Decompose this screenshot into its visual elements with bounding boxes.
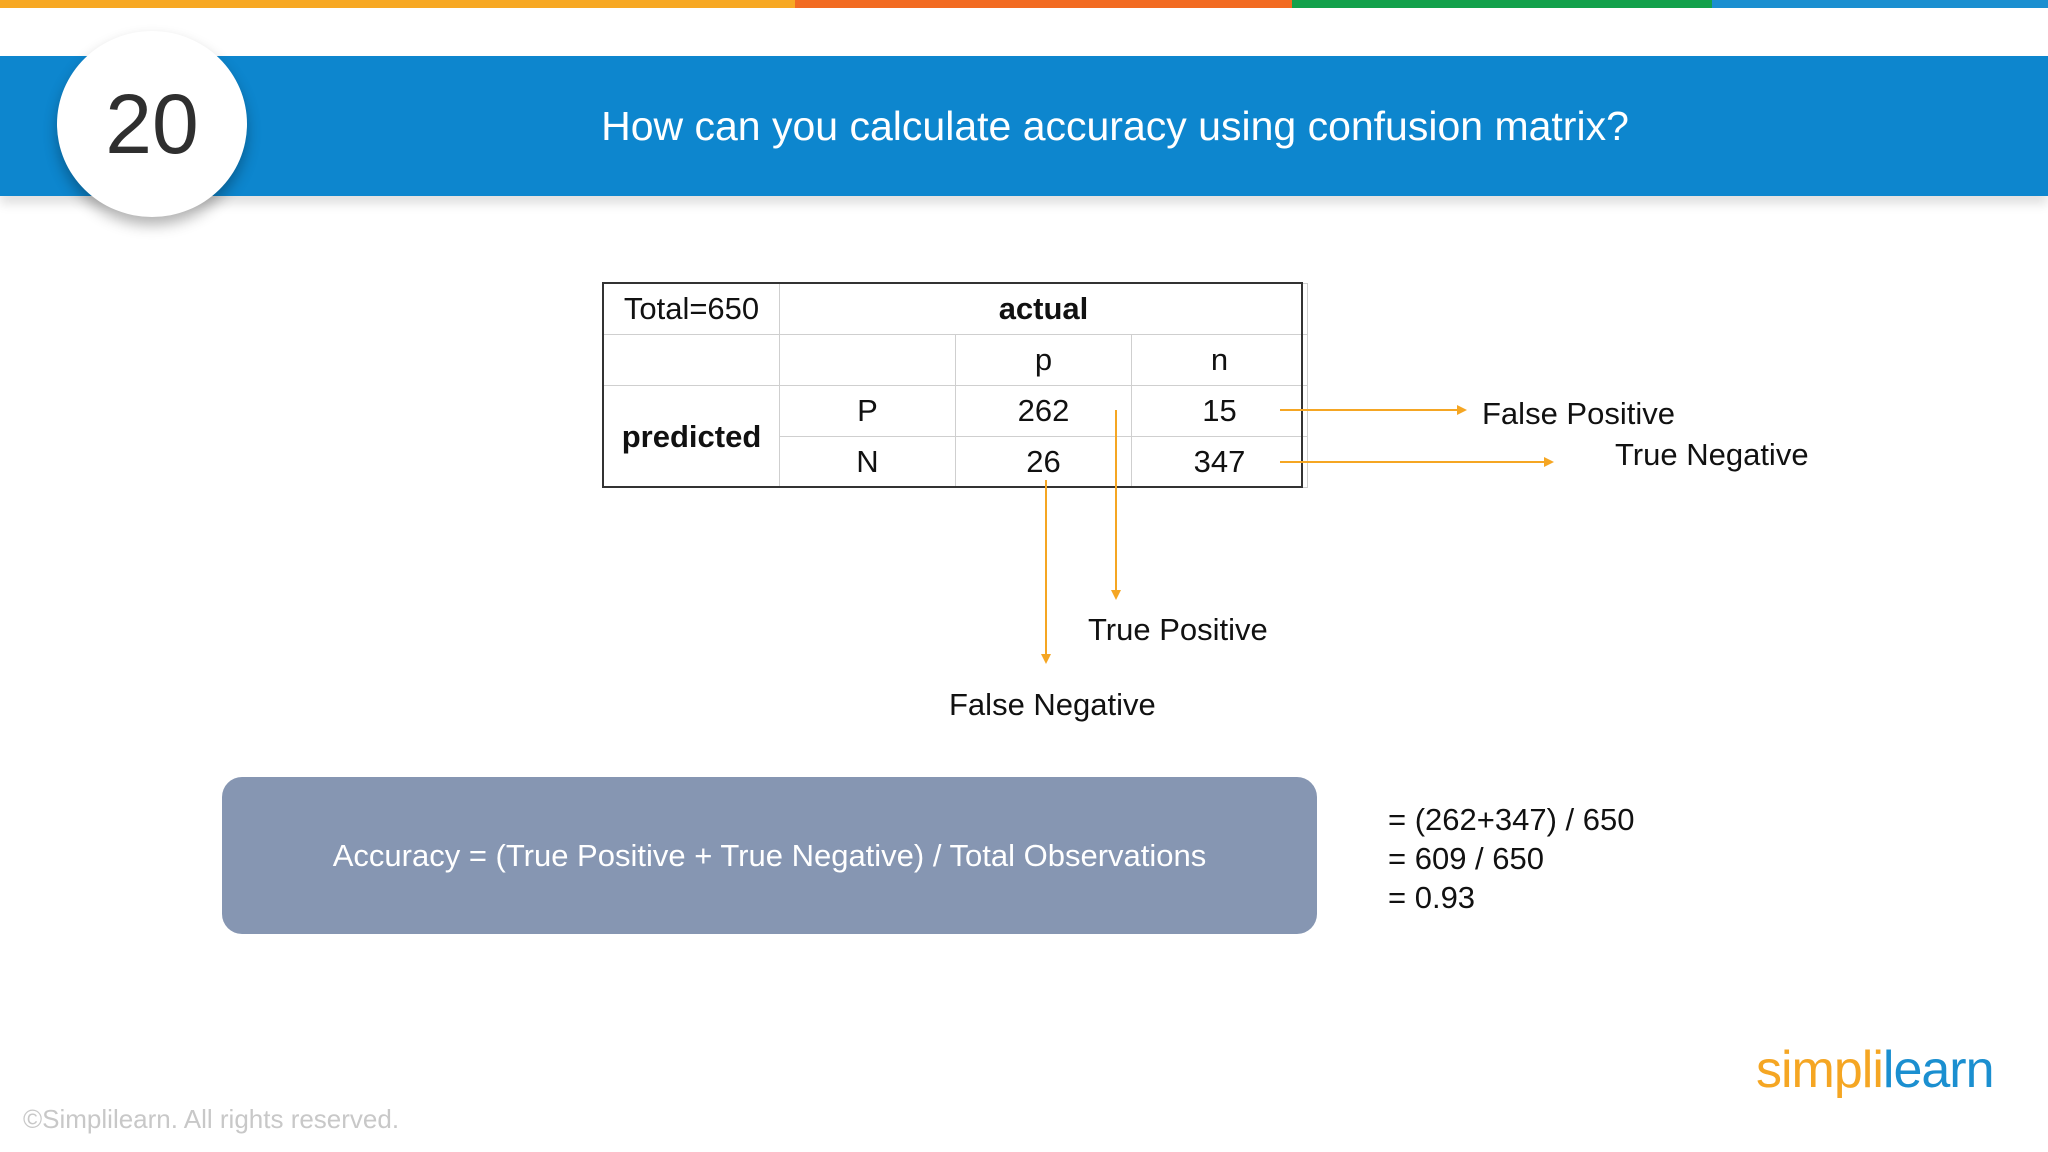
total-cell: Total=650 [604, 284, 780, 335]
cell-false-positive: 15 [1132, 386, 1308, 437]
calculation-steps [1388, 800, 1634, 917]
actual-col-p: p [956, 335, 1132, 386]
calc-step: = 0.93 [1388, 880, 1476, 915]
cell-false-negative: 26 [956, 437, 1132, 488]
predicted-row-P: P [780, 386, 956, 437]
actual-col-n: n [1132, 335, 1308, 386]
copyright-text: ©Simplilearn. All rights reserved. [23, 1104, 400, 1134]
accuracy-formula-box [222, 777, 1317, 934]
confusion-matrix-table [603, 283, 1308, 488]
true-positive-label: True Positive [1088, 612, 1268, 647]
simplilearn-logo: simplilearn [1756, 1041, 1994, 1099]
empty-cell [604, 335, 780, 386]
predicted-header: predicted [604, 386, 780, 488]
calc-step: = 609 / 650 [1388, 841, 1544, 876]
slide-number-badge [57, 31, 247, 217]
slide-title: How can you calculate accuracy using confusion matrix? [601, 102, 1629, 149]
false-positive-label: False Positive [1482, 396, 1675, 431]
top-color-stripe [0, 0, 2048, 8]
false-negative-label: False Negative [949, 687, 1156, 722]
cell-true-positive: 262 [956, 386, 1132, 437]
cell-true-negative: 347 [1132, 437, 1308, 488]
empty-cell [780, 335, 956, 386]
slide-number: 20 [105, 76, 199, 171]
predicted-row-N: N [780, 437, 956, 488]
actual-header: actual [780, 284, 1308, 335]
calc-step: = (262+347) / 650 [1388, 802, 1635, 837]
true-negative-label: True Negative [1615, 437, 1809, 472]
accuracy-formula: Accuracy = (True Positive + True Negative) / Total Observations [332, 837, 1207, 873]
